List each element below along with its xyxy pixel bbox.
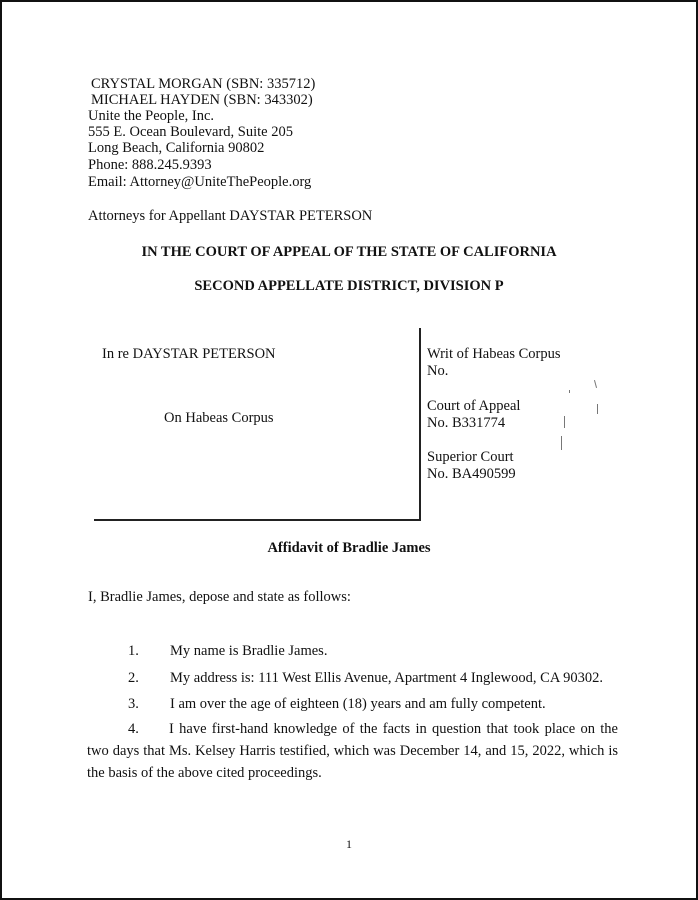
- intro-line: I, Bradlie James, depose and state as follows:: [88, 589, 351, 605]
- scan-mark: [594, 380, 597, 388]
- item-number: 4.: [128, 721, 139, 737]
- item-text: I have first-hand knowledge of the facts in question that took place on the two days that Ms. Kelsey Harris testified, which was December 14, and 15, 2022, which is the basis of the above cited proceedings.: [87, 721, 618, 781]
- caption-vertical-rule: [419, 328, 421, 521]
- firm-address-line-2: Long Beach, California 90802: [88, 140, 265, 156]
- item-text: My name is Bradlie James.: [170, 643, 328, 659]
- firm-address-line-1: 555 E. Ocean Boulevard, Suite 205: [88, 124, 293, 140]
- page-number: 1: [346, 837, 352, 851]
- caption-proceeding: On Habeas Corpus: [164, 410, 274, 426]
- item-number: 3.: [128, 696, 139, 712]
- appeal-label: Court of Appeal: [427, 398, 521, 414]
- attorney-name-2: MICHAEL HAYDEN (SBN: 343302): [91, 92, 313, 108]
- superior-number: No. BA490599: [427, 466, 516, 482]
- writ-label: Writ of Habeas Corpus: [427, 346, 561, 362]
- affidavit-title: Affidavit of Bradlie James: [267, 540, 431, 556]
- appeal-number: No. B331774: [427, 415, 506, 431]
- item-number: 2.: [128, 670, 139, 686]
- scan-mark: [569, 390, 570, 393]
- firm-email: Email: Attorney@UniteThePeople.org: [88, 174, 312, 190]
- firm-name: Unite the People, Inc.: [88, 108, 215, 124]
- writ-number: No.: [427, 363, 449, 379]
- district-heading: SECOND APPELLATE DISTRICT, DIVISION P: [194, 278, 504, 294]
- firm-phone: Phone: 888.245.9393: [88, 157, 212, 173]
- caption-party: In re DAYSTAR PETERSON: [102, 346, 276, 362]
- attorney-name-1: CRYSTAL MORGAN (SBN: 335712): [91, 76, 316, 92]
- item-text: I am over the age of eighteen (18) years and am fully competent.: [170, 696, 546, 712]
- scan-mark: [561, 436, 562, 450]
- representation-line: Attorneys for Appellant DAYSTAR PETERSON: [88, 208, 373, 224]
- superior-label: Superior Court: [427, 449, 514, 465]
- item-paragraph: [87, 718, 618, 784]
- item-text: My address is: 111 West Ellis Avenue, Apartment 4 Inglewood, CA 90302.: [170, 670, 603, 686]
- scan-mark: [564, 416, 565, 428]
- scan-mark: [597, 404, 598, 414]
- caption-horizontal-rule: [94, 519, 421, 521]
- court-heading: IN THE COURT OF APPEAL OF THE STATE OF CALIFORNIA: [141, 244, 557, 260]
- item-number: 1.: [128, 643, 139, 659]
